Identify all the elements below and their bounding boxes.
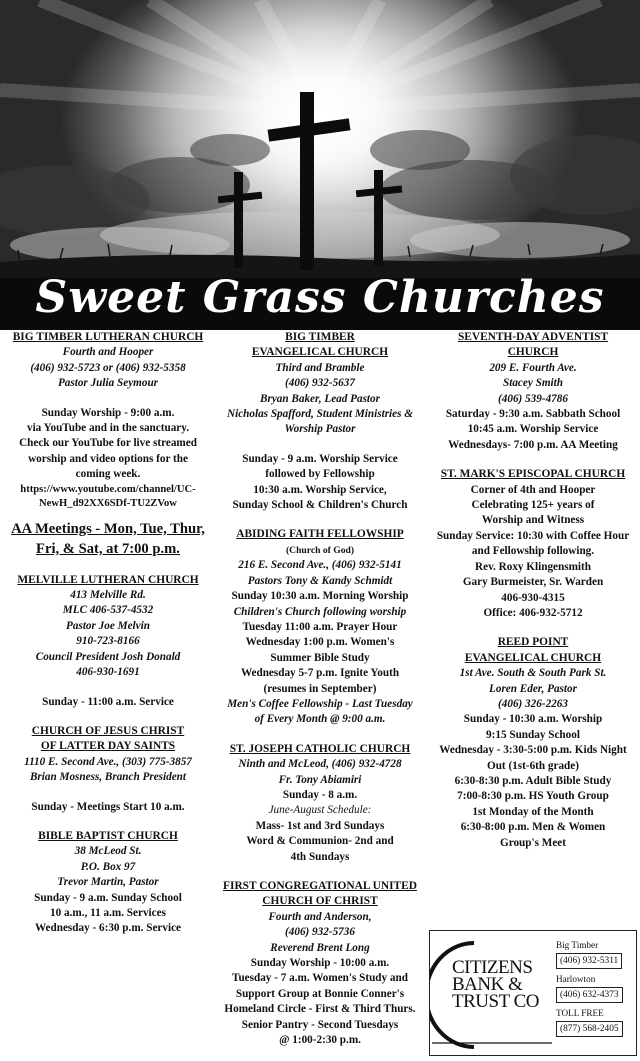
service-line: Mass- 1st and 3rd Sundays <box>255 819 385 832</box>
service-line: 6:30-8:00 p.m. Men & Women <box>460 821 606 834</box>
church-detail: Rev. Roxy Klingensmith <box>475 560 591 573</box>
church-name: BIG TIMBER LUTHERAN CHURCH <box>12 331 204 343</box>
service-line: Sunday - 11:00 a.m. Service <box>42 695 174 708</box>
church-first-congregational <box>216 879 424 1048</box>
column-middle <box>216 330 424 1048</box>
service-line: Men's Coffee Fellowship - Last Tuesday <box>227 697 413 710</box>
service-line: 10:45 a.m. Worship Service <box>467 423 599 436</box>
branch-phone: (406) 932-5311 <box>556 953 622 969</box>
service-line: Sunday - 10:30 a.m. Worship <box>463 713 603 726</box>
service-line: Word & Communion- 2nd and <box>246 835 394 848</box>
church-lds <box>6 724 210 815</box>
church-detail: Office: 406-932-5712 <box>483 606 583 619</box>
church-detail: 216 E. Second Ave., (406) 932-5141 <box>238 559 402 572</box>
church-seventh-day-adventist <box>430 330 636 453</box>
church-pastor: Pastor Julia Seymour <box>57 377 159 390</box>
branch-label: Harlowton <box>556 974 596 984</box>
church-detail: 209 E. Fourth Ave. <box>489 361 577 374</box>
church-st-marks-episcopal <box>430 467 636 621</box>
service-line: Sunday - 9 a.m. Sunday School <box>34 891 182 904</box>
service-line: Sunday Worship - 9:00 a.m. <box>41 406 175 419</box>
church-name: REED POINT <box>497 636 569 649</box>
church-name: BIG TIMBER <box>285 331 355 343</box>
hero-image <box>0 0 640 330</box>
service-line: Sunday - 8 a.m. <box>282 788 358 801</box>
church-detail: 406-930-4315 <box>501 591 565 604</box>
service-line: coming week. <box>75 468 141 481</box>
church-detail: Council President Josh Donald <box>35 650 181 663</box>
church-reed-point-evangelical <box>430 635 636 851</box>
service-line: Check our YouTube for live streamed <box>19 437 197 450</box>
church-name: BIBLE BAPTIST CHURCH <box>38 829 178 842</box>
service-line: of Every Month @ 9:00 a.m. <box>254 713 386 726</box>
church-name: SEVENTH-DAY ADVENTIST <box>457 331 609 343</box>
church-detail: Bryan Baker, Lead Pastor <box>260 392 380 405</box>
church-detail: Celebrating 125+ years of <box>471 499 595 512</box>
church-detail: Pastors Tony & Kandy Schmidt <box>247 574 393 587</box>
church-detail: Corner of 4th and Hooper <box>470 483 596 496</box>
church-address: Fourth and Hooper <box>62 346 154 359</box>
column-right <box>430 330 636 851</box>
church-detail: Ninth and McLeod, (406) 932-4728 <box>238 758 402 771</box>
service-line: Sunday Worship - 10:00 a.m. <box>250 957 390 970</box>
church-phone: (406) 932-5723 or (406) 932-5358 <box>30 361 186 374</box>
service-line: followed by Fellowship <box>265 468 375 481</box>
church-bible-baptist <box>6 829 210 937</box>
church-address: 1110 E. Second Ave., (303) 775-3857 <box>24 755 192 768</box>
service-line: Sunday School & Children's Church <box>232 499 408 512</box>
church-name-cont: EVANGELICAL CHURCH <box>251 346 389 359</box>
church-detail: Fourth and Anderson, <box>268 910 372 923</box>
branch-phone: (406) 632-4373 <box>556 987 623 1003</box>
church-detail: Fr. Tony Abiamiri <box>278 773 362 786</box>
service-line: via YouTube and in the sanctuary. <box>26 422 190 435</box>
service-line: 10 a.m., 11 a.m. Services <box>50 906 166 919</box>
service-line: 6:30-8:30 p.m. Adult Bible Study <box>454 774 612 787</box>
church-detail: Stacey Smith <box>503 377 563 390</box>
service-line: Wednesdays- 7:00 p.m. AA Meeting <box>448 438 618 451</box>
service-line: Sunday 10:30 a.m. Morning Worship <box>231 590 409 603</box>
church-detail: P.O. Box 97 <box>80 860 136 873</box>
church-detail: (406) 932-5637 <box>285 377 355 390</box>
branch-label: Big Timber <box>556 940 599 950</box>
service-line: Wednesday 5-7 p.m. Ignite Youth <box>240 667 400 680</box>
service-line: Homeland Circle - First & Third Thurs. <box>224 1003 416 1016</box>
church-detail: (406) 326-2263 <box>498 697 568 710</box>
service-line: Wednesday 1:00 p.m. Women's <box>245 636 395 649</box>
logo-line: BANK & <box>452 974 523 995</box>
church-big-timber-evangelical <box>216 330 424 513</box>
church-melville-lutheran <box>6 573 210 710</box>
service-line: 10:30 a.m. Worship Service, <box>253 483 387 496</box>
church-name: CHURCH OF JESUS CHRIST <box>31 724 185 737</box>
service-line: Senior Pantry - Second Tuesdays <box>241 1018 399 1031</box>
church-detail: Gary Burmeister, Sr. Warden <box>462 576 604 589</box>
tollfree-label: TOLL FREE <box>556 1008 604 1018</box>
church-name-cont: CHURCH <box>507 346 559 359</box>
church-subtitle: (Church of God) <box>285 544 355 556</box>
church-detail: 1st Ave. South & South Park St. <box>459 667 607 680</box>
church-st-joseph <box>216 742 424 865</box>
church-name: ST. MARK'S EPISCOPAL CHURCH <box>440 468 626 481</box>
service-line: 7:00-8:30 p.m. HS Youth Group <box>457 790 609 803</box>
church-detail: 38 McLeod St. <box>74 845 142 858</box>
church-abiding-faith <box>216 527 424 727</box>
service-line: Sunday - 9 a.m. Worship Service <box>242 452 398 465</box>
church-detail: Reverend Brent Long <box>270 941 370 954</box>
church-detail: Loren Eder, Pastor <box>489 682 577 695</box>
column-left <box>6 330 210 937</box>
church-detail: Worship and Witness <box>481 514 585 527</box>
church-detail: Nicholas Spafford, Student Ministries & <box>227 408 413 421</box>
bank-contacts <box>556 939 636 1041</box>
church-name: FIRST CONGREGATIONAL UNITED <box>223 880 417 892</box>
service-line: Sunday - Meetings Start 10 a.m. <box>31 800 185 813</box>
service-line: (resumes in September) <box>263 682 377 695</box>
service-line: Saturday - 9:30 a.m. Sabbath School <box>445 408 621 421</box>
church-detail: Pastor Joe Melvin <box>66 619 150 632</box>
logo-line: CITIZENS <box>452 957 533 978</box>
church-detail: and Fellowship following. <box>471 545 595 558</box>
church-detail: Third and Bramble <box>275 361 365 374</box>
service-line: Out (1st-6th grade) <box>487 759 579 772</box>
service-line: Summer Bible Study <box>270 651 370 664</box>
aa-line: Fri, & Sat, at 7:00 p.m. <box>36 540 180 557</box>
service-line: worship and video options for the <box>28 452 188 465</box>
church-detail: Worship Pastor <box>284 423 356 436</box>
church-detail: Trevor Martin, Pastor <box>57 876 159 889</box>
church-leader: Brian Mosness, Branch President <box>29 771 187 784</box>
service-line: 1st Monday of the Month <box>472 805 594 818</box>
service-line: Tuesday 11:00 a.m. Prayer Hour <box>242 620 398 633</box>
church-detail: 413 Melville Rd. <box>70 589 146 602</box>
service-line: @ 1:00-2:30 p.m. <box>279 1034 361 1047</box>
church-name: ABIDING FAITH FELLOWSHIP <box>236 528 404 541</box>
schedule-note: June-August Schedule: <box>268 804 372 817</box>
church-name: MELVILLE LUTHERAN CHURCH <box>17 573 199 586</box>
service-line: Children's Church following worship <box>233 605 407 618</box>
church-detail: Sunday Service: 10:30 with Coffee Hour <box>436 529 630 542</box>
youtube-link-cont[interactable]: NewH_d92XX6SDf-TU2ZVow <box>39 497 177 509</box>
bank-advertisement[interactable] <box>429 930 637 1056</box>
church-name-cont: OF LATTER DAY SAINTS <box>40 740 176 753</box>
youtube-link[interactable]: https://www.youtube.com/channel/UC- <box>20 483 196 495</box>
service-line: Support Group at Bonnie Conner's <box>235 987 405 1000</box>
bank-logo <box>452 959 539 1010</box>
church-detail: 406-930-1691 <box>76 666 140 679</box>
church-detail: (406) 539-4786 <box>498 392 568 405</box>
church-big-timber-lutheran <box>6 330 210 511</box>
tollfree-phone: (877) 568-2405 <box>556 1021 623 1037</box>
church-detail: MLC 406-537-4532 <box>62 604 154 617</box>
service-line: 9:15 Sunday School <box>486 728 580 741</box>
logo-line: TRUST CO <box>452 991 539 1012</box>
aa-meetings <box>6 519 210 559</box>
service-line: 4th Sundays <box>290 850 350 863</box>
service-line: Group's Meet <box>500 836 566 849</box>
service-line: Tuesday - 7 a.m. Women's Study and <box>232 972 408 985</box>
church-name-cont: CHURCH OF CHRIST <box>262 895 378 908</box>
service-line: Wednesday - 6:30 p.m. Service <box>34 922 182 935</box>
church-detail: 910-723-8166 <box>76 635 140 648</box>
page-title: Sweet Grass Churches <box>35 272 605 323</box>
service-line: Wednesday - 3:30-5:00 p.m. Kids Night <box>439 744 627 757</box>
aa-line: AA Meetings - Mon, Tue, Thur, <box>11 520 205 537</box>
church-name: ST. JOSEPH CATHOLIC CHURCH <box>229 742 411 755</box>
church-detail: (406) 932-5736 <box>285 926 355 939</box>
church-name-cont: EVANGELICAL CHURCH <box>464 651 602 664</box>
